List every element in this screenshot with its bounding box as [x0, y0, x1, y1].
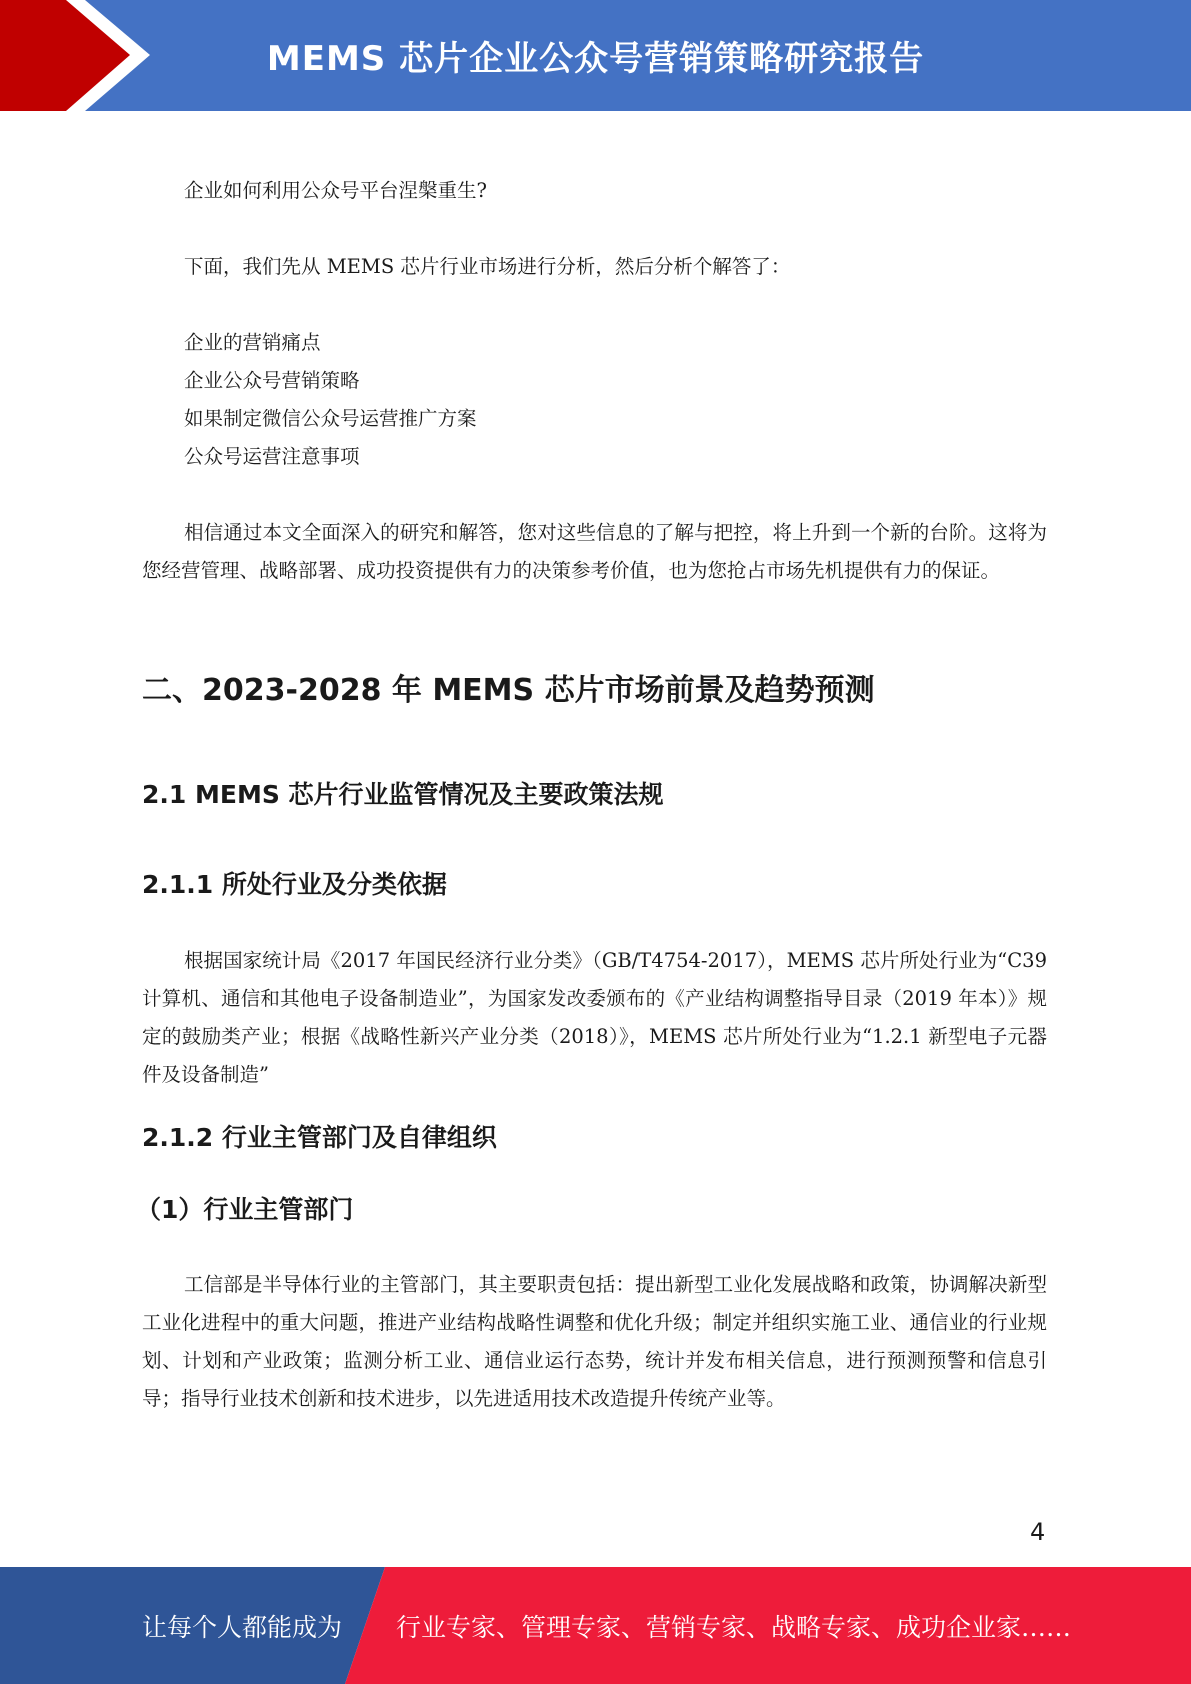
- intro-conclusion: 相信通过本文全面深入的研究和解答，您对这些信息的了解与把控，将上升到一个新的台阶。这将为您经营管理、战略部署、成功投资提供有力的决策参考价值，也为您抢占市场先机提供有力的保证。: [142, 521, 1047, 582]
- subsubsection-heading: 2.1.1 所处行业及分类依据: [142, 870, 447, 899]
- footer-slogan-right: 行业专家、管理专家、营销专家、战略专家、成功企业家……: [396, 1612, 1072, 1642]
- subsection-heading: 2.1 MEMS 芯片行业监管情况及主要政策法规: [142, 780, 664, 809]
- body-paragraph: 工信部是半导体行业的主管部门，其主要职责包括：提出新型工业化发展战略和政策，协调解决新型工业化进程中的重大问题，推进产业结构战略性调整和优化升级；制定并组织实施工业、通信业的行业规划、计划和产业政策；监测分析工业、通信业运行态势，统计并发布相关信息，进行预测预警和信息引导；指导行业技术创新和技术进步，以先进适用技术改造提升传统产业等。: [142, 1273, 1047, 1410]
- section-heading: 二、2023-2028 年 MEMS 芯片市场前景及趋势预测: [142, 673, 875, 708]
- header-arrow-decoration: [0, 0, 160, 111]
- body-paragraph: 根据国家统计局《2017 年国民经济行业分类》（GB/T4754-2017），MEMS 芯片所处行业为“C39 计算机、通信和其他电子设备制造业”，为国家发改委颁布的《产业结构调整指导目录（2019 年本）》规定的鼓励类产业；根据《战略性新兴产业分类（2018）》，MEMS 芯片所处行业为“1.2.1 新型电子元器件及设备制造”: [142, 949, 1047, 1086]
- list-item: 企业公众号营销策略: [184, 369, 360, 392]
- list-item: 如果制定微信公众号运营推广方案: [184, 407, 477, 430]
- header-banner: [0, 0, 1191, 111]
- footer-slogan-left: 让每个人都能成为: [142, 1612, 343, 1642]
- intro-lead: 下面，我们先从 MEMS 芯片行业市场进行分析，然后分析个解答了：: [184, 255, 791, 278]
- report-title: MEMS 芯片企业公众号营销策略研究报告: [266, 39, 925, 79]
- list-item: 企业的营销痛点: [184, 331, 321, 354]
- list-item: 公众号运营注意事项: [184, 445, 360, 468]
- paragraph-heading: （1）行业主管部门: [136, 1195, 354, 1224]
- page-number: 4: [1030, 1518, 1046, 1546]
- footer-banner: [0, 1567, 1191, 1684]
- subsubsection-heading: 2.1.2 行业主管部门及自律组织: [142, 1123, 497, 1152]
- intro-question: 企业如何利用公众号平台涅槃重生?: [184, 179, 487, 202]
